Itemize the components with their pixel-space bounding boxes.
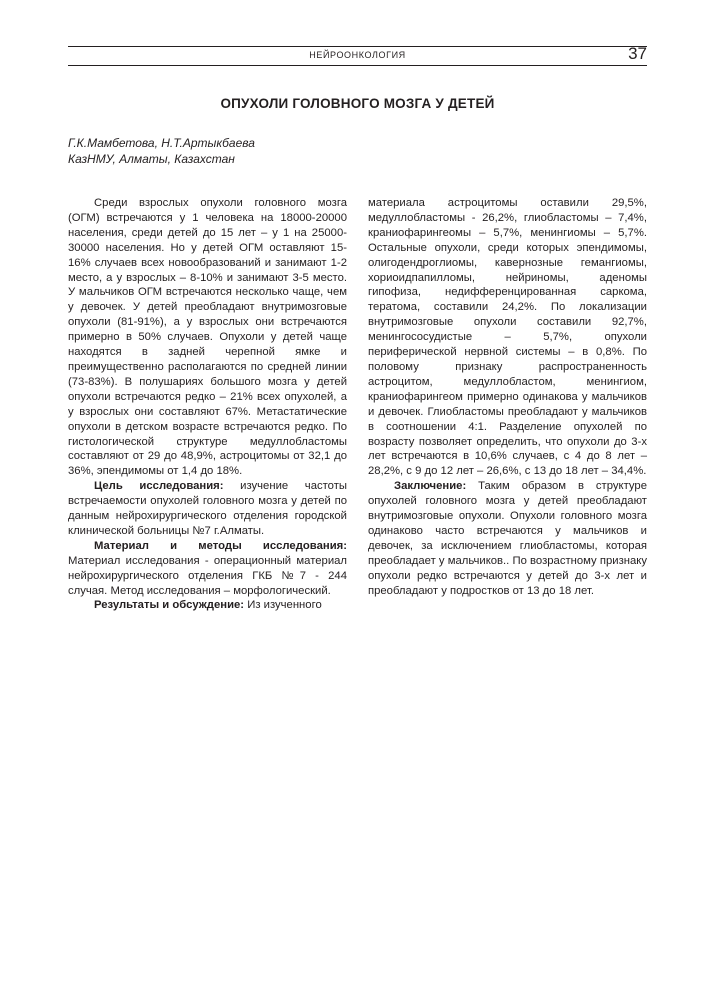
results-continued: материала астроцитомы оставили 29,5%, медуллобластомы - 26,2%, глиобластомы – 7,4%, краниофарингеомы – 5,7%, менингиомы – 5,7%. Остальные опухоли, среди которых эпендимомы, олигодендроглиомы, кавернозные гемангиомы, хориоидпапилломы, нейриномы, аденомы гипофиза, недифференцированная саркома, тератома, составили 24,2%. По локализации внутримозговые опухоли составили 92,7%, менингососудистые – 5,7%, опухоли периферической нервной системы – в 0,8%. По половому признаку распространенность астроцитом, медуллобластом, менингиом, краниофарингеом примерно одинакова у мальчиков и девочек. Глиобластомы преобладают у мальчиков в соотношении 4:1. Разделение опухолей по возрасту позволяет определить, что опухоли до 3-х лет встречаются в 10,6% случаев, с 4 до 8 лет – 28,2%, с 9 до 12 лет – 26,6%, с 13 до 18 лет – 34,4%. xyxy=(368,197,647,478)
results-label: Результаты и обсуждение: xyxy=(94,599,245,612)
goal-paragraph xyxy=(68,479,347,539)
methods-paragraph xyxy=(68,539,347,599)
affiliation: КазНМУ, Алматы, Казахстан xyxy=(68,152,235,166)
header-rule-top xyxy=(68,46,647,47)
methods-label: Материал и методы исследования: xyxy=(94,539,347,552)
results-text: Из изученного xyxy=(244,599,322,612)
byline xyxy=(68,135,255,167)
authors: Г.К.Мамбетова, Н.Т.Артыкбаева xyxy=(68,136,255,150)
page-number: 37 xyxy=(628,44,647,63)
intro-paragraph: Среди взрослых опухоли головного мозга (ОГМ) встречаются у 1 человека на 18000-20000 населения, среди детей до 15 лет – у 1 на 25000-30000 населения. Но у детей ОГМ оставляют 15-16% случаев всех новообразований и занимают 1-2 место, а у взрослых – 8-10% и занимают 3-5 место. У мальчиков ОГМ встречаются несколько чаще, чем у девочек. У детей преобладают внутримозговые опухоли (81-91%), а у взрослых они встречаются примерно в 50% случаев. Опухоли у детей чаще находятся в задней черепной ямке и преимущественно располагаются по средней линии (73-83%). В полушариях большого мозга у детей опухоли встречаются редко – 21% всех опухолей, а у взрослых они составляют 67%. Метастатические опухоли в детском возрасте встречаются редко. По гистологической структуре медуллобластомы составляют от 29 до 48,9%, астроцитомы от 32,1 до 36%, эпендимомы от 1,4 до 18%. xyxy=(68,197,347,478)
right-column xyxy=(368,196,647,598)
header-rule-bottom xyxy=(68,65,647,66)
results-paragraph xyxy=(68,598,347,613)
article-title: ОПУХОЛИ ГОЛОВНОГО МОЗГА У ДЕТЕЙ xyxy=(220,96,495,111)
goal-text: изучение частоты встречаемости опухолей головного мозга у детей по данным нейрохирургического отделения городской клинической больницы №7 г.Алматы. xyxy=(68,480,348,537)
conclusion-label: Заключение: xyxy=(394,480,467,493)
section-label: НЕЙРООНКОЛОГИЯ xyxy=(309,50,406,60)
goal-label: Цель исследования: xyxy=(94,480,224,493)
left-column xyxy=(68,196,347,613)
methods-text: Материал исследования - операционный материал нейрохирургического отделения ГКБ №7 - 244 случая. Метод исследования – морфологический. xyxy=(68,554,347,597)
conclusion-text: Таким образом в структуре опухолей головного мозга у детей преобладают внутримозговые опухоли. Опухоли головного мозга одинаково часто встречаются у мальчиков и девочек, за исключением глиобластомы, которая преобладает у мальчиков.. По возрастному признаку опухоли редко встречаются у детей до 3-х лет и преобладают у подростков от 13 до 18 лет. xyxy=(368,480,647,597)
conclusion-paragraph xyxy=(368,479,647,598)
